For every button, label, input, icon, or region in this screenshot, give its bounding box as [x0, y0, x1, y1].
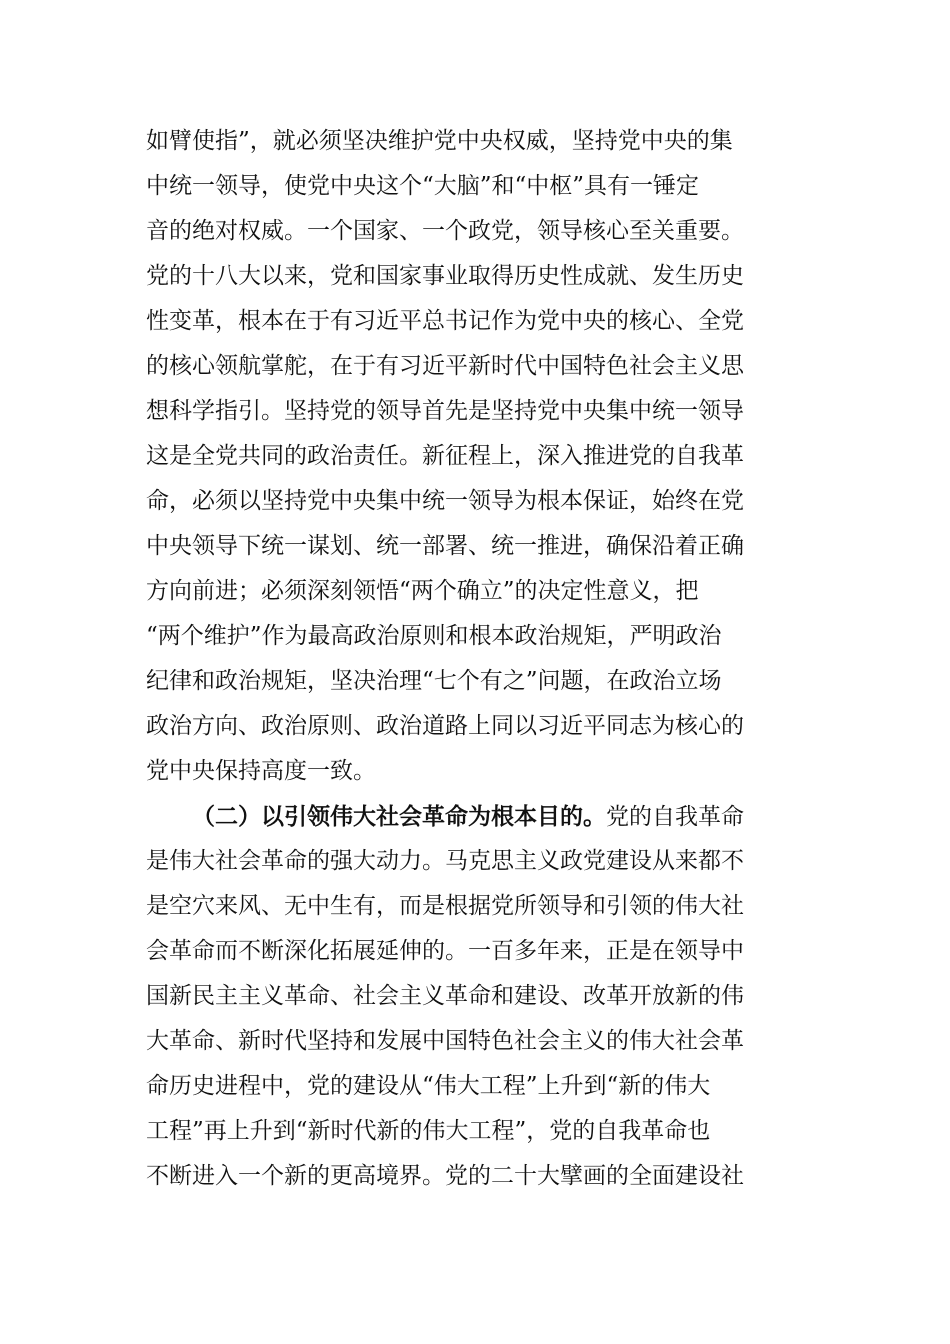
text-line: “两个维护”作为最高政治原则和根本政治规矩，严明政治: [146, 623, 722, 649]
text-line: 的核心领航掌舵，在于有习近平新时代中国特色社会主义思: [146, 353, 744, 379]
text-line: 政治方向、政治原则、政治道路上同以习近平同志为核心的: [146, 713, 744, 739]
text-line: 是伟大社会革命的强大动力。马克思主义政党建设从来都不: [146, 848, 744, 874]
text-line: 会革命而不断深化拓展延伸的。一百多年来，正是在领导中: [146, 938, 744, 964]
text-line: 是空穴来风、无中生有，而是根据党所领导和引领的伟大社: [146, 893, 744, 919]
text-line: 工程”再上升到“新时代新的伟大工程”，党的自我革命也: [146, 1118, 711, 1144]
text-line: 音的绝对权威。一个国家、一个政党，领导核心至关重要。: [146, 218, 744, 244]
text-line: 方向前进；必须深刻领悟“两个确立”的决定性意义，把: [146, 578, 699, 604]
text-line: 想科学指引。坚持党的领导首先是坚持党中央集中统一领导: [146, 398, 744, 424]
text-line: 中统一领导，使党中央这个“大脑”和“中枢”具有一锤定: [146, 173, 700, 199]
body-text: [146, 119, 806, 1199]
section-heading: （二）以引领伟大社会革命为根本目的。: [192, 803, 606, 830]
text-line: 党中央保持高度一致。: [146, 758, 376, 784]
text-line: 性变革，根本在于有习近平总书记作为党中央的核心、全党: [146, 308, 744, 334]
text-line: 命，必须以坚持党中央集中统一领导为根本保证，始终在党: [146, 488, 744, 514]
text-line: 命历史进程中，党的建设从“伟大工程”上升到“新的伟大: [146, 1073, 711, 1099]
section-first-line: [146, 794, 806, 839]
text-line: 中央领导下统一谋划、统一部署、统一推进，确保沿着正确: [146, 533, 744, 559]
text-line: 纪律和政治规矩，坚决治理“七个有之”问题，在政治立场: [146, 668, 722, 694]
text-line: 不断进入一个新的更高境界。党的二十大擘画的全面建设社: [146, 1163, 744, 1189]
text-line: 党的十八大以来，党和国家事业取得历史性成就、发生历史: [146, 263, 744, 289]
section-first-line-text: 党的自我革命: [606, 804, 744, 830]
text-line: 这是全党共同的政治责任。新征程上，深入推进党的自我革: [146, 443, 744, 469]
text-line: 大革命、新时代坚持和发展中国特色社会主义的伟大社会革: [146, 1028, 744, 1054]
text-line: 如臂使指”，就必须坚决维护党中央权威，坚持党中央的集: [146, 128, 733, 154]
text-line: 国新民主主义革命、社会主义革命和建设、改革开放新的伟: [146, 983, 744, 1009]
